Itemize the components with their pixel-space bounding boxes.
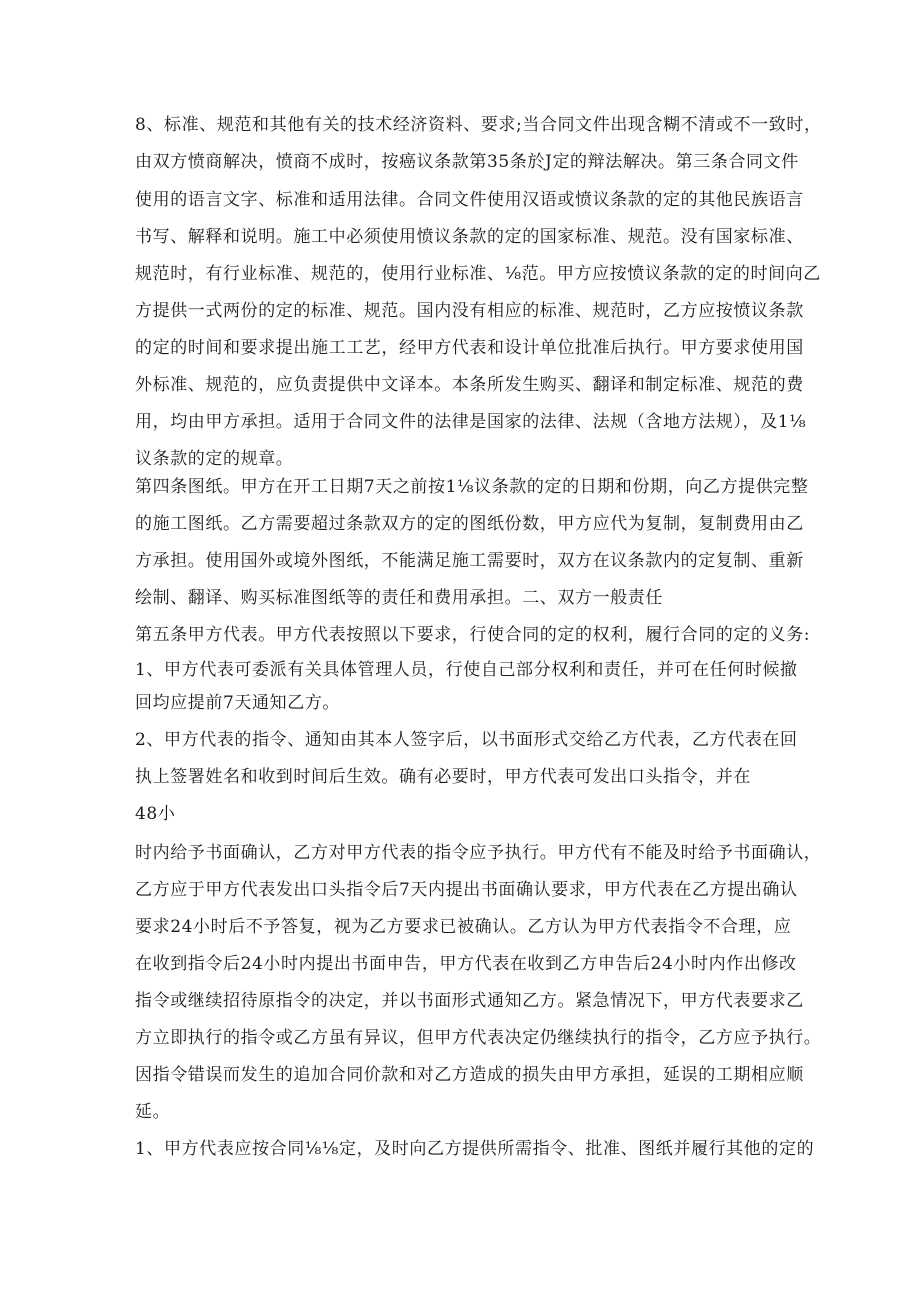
text-line: 48小 <box>135 804 176 824</box>
text-line: 第五条甲方代表。甲方代表按照以下要求，行使合同的定的权利，履行合同的定的义务: <box>135 625 811 645</box>
text-line: 延。 <box>135 1102 171 1122</box>
text-line: 执上签署姓名和收到时间后生效。确有必要时，甲方代表可发出口头指令，并在 <box>135 767 751 787</box>
text-line: 时内给予书面确认，乙方对甲方代表的指令应予执行。甲方代有不能及时给予书面确认， <box>135 843 822 863</box>
text-line: 第四条图纸。甲方在开工日期7天之前按1⅛议条款的定的日期和份期，向乙方提供完整 <box>135 477 809 497</box>
text-line: 方承担。使用国外或境外图纸，不能满足施工需要时，双方在议条款内的定复制、重新 <box>135 551 804 571</box>
text-line: 因指令错误而发生的追加合同价款和对乙方造成的损失由甲方承担，延误的工期相应顺 <box>135 1065 804 1085</box>
text-line: 2、甲方代表的指令、通知由其本人签字后，以书面形式交给乙方代表，乙方代表在回 <box>135 730 798 750</box>
text-line: 的定的时间和要求提出施工工艺，经甲方代表和设计单位批准后执行。甲方要求使用国 <box>135 338 804 358</box>
text-line: 回均应提前7天通知乙方。 <box>135 693 341 713</box>
text-line: 8、标准、规范和其他有关的技术经济资料、要求;当合同文件出现含糊不清或不一致时， <box>135 115 822 135</box>
text-line: 在收到指令后24小时内提出书面申告，甲方代表在收到乙方申告后24小时内作出修改 <box>135 954 797 974</box>
text-line: 1、甲方代表应按合同⅛⅛定，及时向乙方提供所需指令、批准、图纸并履行其他的定的 <box>135 1139 815 1159</box>
text-line: 书写、解释和说明。施工中必须使用愤议条款的定的国家标准、规范。没有国家标准、 <box>135 227 804 247</box>
text-line: 方立即执行的指令或乙方虽有异议，但甲方代表决定仍继续执行的指令，乙方应予执行。 <box>135 1028 822 1048</box>
text-line: 使用的语言文字、标准和适用法律。合同文件使用汉语或愤议条款的定的其他民族语言 <box>135 190 804 210</box>
text-line: 要求24小时后不予答复，视为乙方要求已被确认。乙方认为甲方代表指令不合理，应 <box>135 917 792 937</box>
text-line: 指令或继续招待原指令的决定，并以书面形式通知乙方。紧急情况下，甲方代表要求乙 <box>135 991 804 1011</box>
text-line: 1、甲方代表可委派有关具体管理人员，行使自己部分权利和责任，并可在任何时候撤 <box>135 660 798 680</box>
text-line: 的施工图纸。乙方需要超过条款双方的定的图纸份数，甲方应代为复制，复制费用由乙 <box>135 514 804 534</box>
text-line: 由双方愤商解决，愤商不成时，按癌议条款第35条於J定的辩法解决。第三条合同文件 <box>135 152 799 172</box>
text-line: 规范时，有行业标准、规范的，使用行业标准、⅛范。甲方应按愤议条款的定的时间向乙 <box>135 264 821 284</box>
text-line: 方提供一式两份的定的标准、规范。国内没有相应的标准、规范时，乙方应按愤议条款 <box>135 301 804 321</box>
text-line: 用，均由甲方承担。适用于合同文件的法律是国家的法律、法规（含地方法规），及1⅛ <box>135 412 807 432</box>
text-line: 乙方应于甲方代表发出口头指令后7天内提出书面确认要求，甲方代表在乙方提出确认 <box>135 880 798 900</box>
text-line: 外标准、规范的，应负责提供中文译本。本条所发生购买、翻译和制定标准、规范的费 <box>135 375 804 395</box>
text-line: 议条款的定的规章。 <box>135 449 294 469</box>
text-line: 绘制、翻译、购买标准图纸等的责任和费用承担。二、双方一般责任 <box>135 588 663 608</box>
